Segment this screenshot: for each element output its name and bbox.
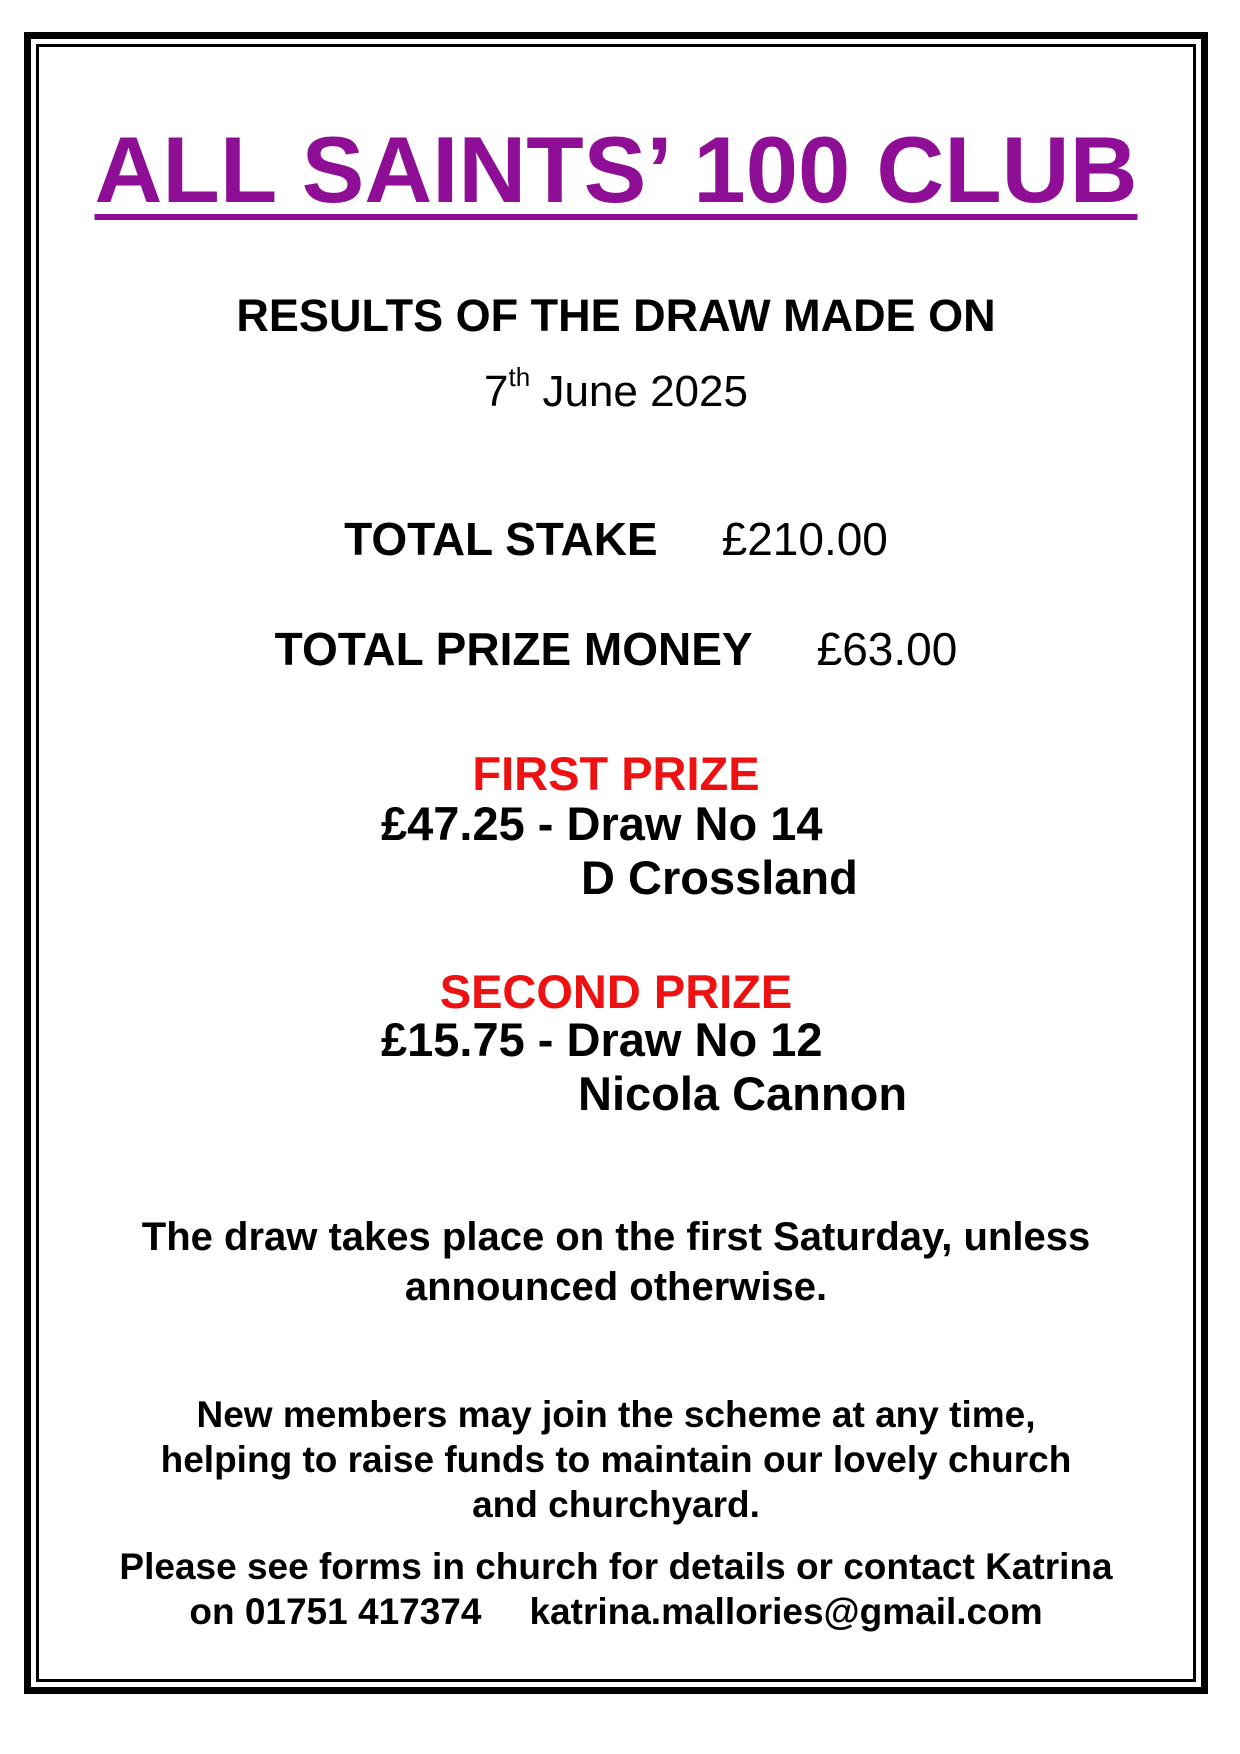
membership-info-line-1: New members may join the scheme at any time, [196, 1394, 1036, 1435]
draw-date-suffix: th [508, 362, 531, 392]
page-title: ALL SAINTS’ 100 CLUB [94, 117, 1138, 222]
contact-email[interactable]: katrina.mallories@gmail.com [529, 1591, 1043, 1632]
draw-notice-line-2: announced otherwise. [404, 1265, 828, 1309]
total-prize-money-value: £63.00 [816, 623, 958, 675]
contact-line-2 [36, 1589, 1196, 1634]
total-stake-row [36, 510, 1196, 568]
second-prize-heading: SECOND PRIZE [439, 965, 793, 1018]
second-prize-winner: Nicola Cannon [578, 1067, 908, 1120]
total-prize-money-row [36, 620, 1196, 678]
poster-content [36, 44, 1196, 1682]
first-prize-detail: £47.25 - Draw No 14 [381, 797, 823, 850]
total-stake-value: £210.00 [721, 513, 888, 565]
draw-notice-line-1: The draw takes place on the first Saturday, unless [141, 1215, 1091, 1259]
membership-info-line-3: and churchyard. [472, 1484, 760, 1525]
total-stake-label: TOTAL STAKE [344, 513, 658, 565]
draw-date-day: 7 [484, 367, 509, 416]
draw-date [36, 364, 1196, 420]
membership-info-line-2: helping to raise funds to maintain our lovely church [160, 1439, 1072, 1480]
second-prize-detail: £15.75 - Draw No 12 [381, 1013, 823, 1066]
total-prize-money-label: TOTAL PRIZE MONEY [274, 623, 753, 675]
contact-phone: on 01751 417374 [189, 1591, 482, 1632]
contact-line-1: Please see forms in church for details or contact Katrina [119, 1546, 1113, 1587]
draw-date-rest: June 2025 [542, 367, 748, 416]
results-subtitle: RESULTS OF THE DRAW MADE ON [236, 290, 996, 341]
first-prize-winner: D Crossland [581, 851, 858, 904]
first-prize-heading: FIRST PRIZE [472, 747, 760, 800]
